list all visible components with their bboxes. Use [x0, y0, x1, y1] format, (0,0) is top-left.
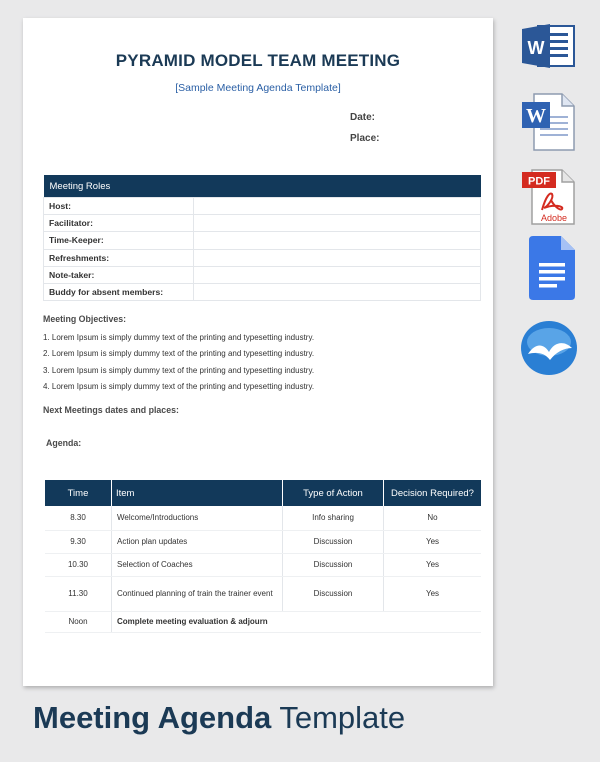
- table-row: [44, 249, 481, 266]
- document-title: PYRAMID MODEL TEAM MEETING: [115, 51, 401, 70]
- table-row: [45, 611, 481, 632]
- agenda-decision: Yes: [384, 576, 482, 611]
- agenda-time: 10.30: [45, 553, 112, 576]
- agenda-label: Agenda:: [46, 438, 82, 448]
- pdf-icon-label: PDF: [528, 175, 550, 188]
- agenda-decision: Yes: [384, 530, 482, 553]
- word-document-icon[interactable]: [520, 92, 576, 152]
- word-icon[interactable]: [520, 22, 576, 70]
- next-meetings-label: Next Meetings dates and places:: [43, 405, 179, 415]
- role-value[interactable]: [194, 232, 481, 249]
- role-label: Refreshments:: [44, 249, 194, 266]
- list-item: 3. Lorem Ipsum is simply dummy text of the printing and typesetting industry.: [43, 365, 315, 375]
- agenda-item: Action plan updates: [112, 530, 283, 553]
- svg-text:W: W: [527, 38, 545, 58]
- agenda-time: 8.30: [45, 506, 112, 530]
- agenda-time: 9.30: [45, 530, 112, 553]
- google-docs-icon[interactable]: [529, 236, 575, 300]
- role-value[interactable]: [194, 215, 481, 232]
- pdf-icon[interactable]: [520, 168, 578, 226]
- role-label: Host:: [44, 198, 194, 215]
- list-item: 2. Lorem Ipsum is simply dummy text of the printing and typesetting industry.: [43, 349, 315, 359]
- table-row: [45, 530, 481, 553]
- col-header-time: Time: [45, 480, 112, 506]
- meeting-roles-table: [43, 175, 481, 301]
- svg-text:W: W: [526, 105, 546, 127]
- objectives-label: Meeting Objectives:: [43, 314, 127, 324]
- agenda-decision: No: [384, 506, 482, 530]
- table-row: [44, 266, 481, 283]
- document-page: [23, 18, 493, 686]
- openoffice-icon[interactable]: [520, 320, 578, 376]
- table-row: [44, 215, 481, 232]
- roles-header: Meeting Roles: [44, 175, 481, 198]
- agenda-table: [45, 480, 481, 633]
- col-header-type: Type of Action: [283, 480, 384, 506]
- role-value[interactable]: [194, 266, 481, 283]
- role-label: Time-Keeper:: [44, 232, 194, 249]
- role-label: Facilitator:: [44, 215, 194, 232]
- document-subtitle: [Sample Meeting Agenda Template]: [175, 82, 341, 94]
- role-value[interactable]: [194, 198, 481, 215]
- role-value[interactable]: [194, 283, 481, 300]
- list-item: 1. Lorem Ipsum is simply dummy text of the printing and typesetting industry.: [43, 333, 315, 342]
- agenda-item: Selection of Coaches: [112, 553, 283, 576]
- heading-rest: Template: [279, 700, 406, 735]
- agenda-type: Info sharing: [283, 506, 384, 530]
- agenda-item: Welcome/Introductions: [112, 506, 283, 530]
- agenda-decision: Yes: [384, 553, 482, 576]
- table-row: [45, 576, 481, 611]
- table-row: [45, 506, 481, 530]
- agenda-time: 11.30: [45, 576, 112, 611]
- role-label: Note-taker:: [44, 266, 194, 283]
- table-row: [44, 283, 481, 300]
- place-label: Place:: [350, 133, 380, 144]
- agenda-type: Discussion: [283, 576, 384, 611]
- objectives-list: [43, 330, 314, 395]
- col-header-item: Item: [112, 480, 283, 506]
- role-value[interactable]: [194, 249, 481, 266]
- col-header-decision: Decision Required?: [384, 480, 482, 506]
- table-row: [44, 232, 481, 249]
- agenda-item: Complete meeting evaluation & adjourn: [112, 611, 482, 632]
- table-row: [44, 198, 481, 215]
- adobe-label: Adobe: [540, 213, 568, 223]
- agenda-type: Discussion: [283, 553, 384, 576]
- page-heading: [33, 700, 405, 736]
- heading-bold: Meeting Agenda: [33, 700, 272, 735]
- date-label: Date:: [350, 112, 376, 123]
- role-label: Buddy for absent members:: [44, 283, 194, 300]
- list-item: 4. Lorem Ipsum is simply dummy text of the printing and typesetting industry.: [43, 381, 315, 391]
- agenda-time: Noon: [45, 611, 112, 632]
- agenda-type: Discussion: [283, 530, 384, 553]
- agenda-item: Continued planning of train the trainer event: [112, 576, 283, 611]
- table-row: [45, 553, 481, 576]
